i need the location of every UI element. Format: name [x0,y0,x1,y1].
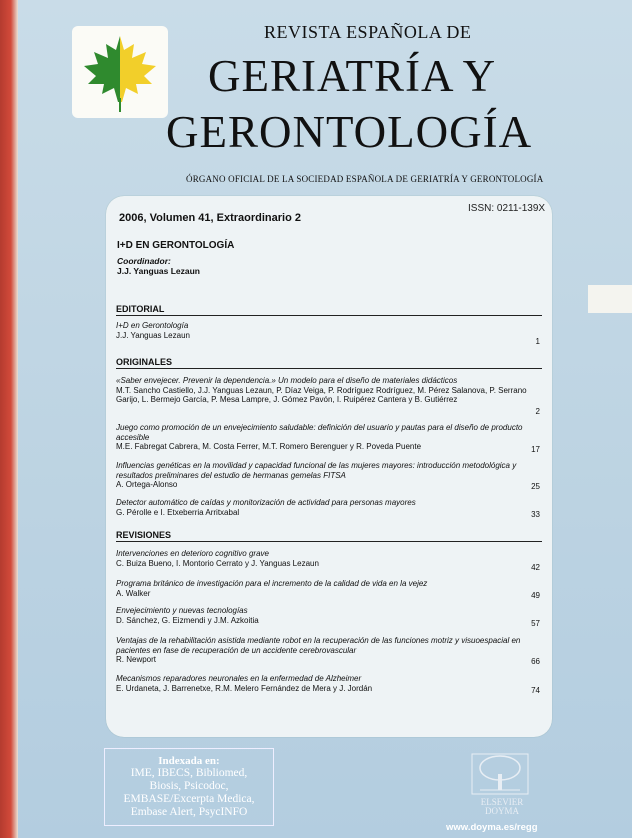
article-title: I+D en Gerontología [116,321,189,330]
article-entry[interactable] [116,376,536,405]
page-number: 33 [531,510,540,519]
article-entry[interactable] [116,674,536,693]
article-entry[interactable] [116,423,536,452]
article-authors: R. Newport [116,655,157,665]
issue-topic: I+D EN GERONTOLOGÍA [117,240,235,251]
article-authors: C. Buiza Bueno, I. Montorio Cerrato y J. Yanguas Lezaun [116,558,319,568]
indexing-line: Biosis, Psicodoc, [149,780,229,792]
article-authors: M.E. Fabregat Cabrera, M. Costa Ferrer, M.T. Romero Berenguer y R. Poveda Puente [116,442,422,452]
journal-title-line1: GERIATRÍA Y [208,51,497,101]
article-title: Envejecimiento y nuevas tecnologías [116,606,248,615]
article-authors: E. Urdaneta, J. Barrenetxe, R.M. Melero Fernández de Mera y J. Jordán [116,683,373,693]
journal-spine [0,0,18,838]
page-number: 74 [531,686,540,695]
article-title: Detector automático de caídas y monitorización de actividad para personas mayores [116,498,416,507]
article-title: Mecanismos reparadores neuronales en la enfermedad de Alzheimer [116,674,362,683]
article-authors: A. Walker [116,588,151,598]
volume-info: 2006, Volumen 41, Extraordinario 2 [119,212,301,224]
indexing-line: EMBASE/Excerpta Medica, [123,793,255,805]
indexing-line: Embase Alert, PsycINFO [130,806,248,818]
article-authors: A. Ortega-Alonso [116,480,178,490]
page-number: 25 [531,482,540,491]
journal-subtitle: REVISTA ESPAÑOLA DE [264,22,472,42]
article-entry[interactable] [116,636,536,665]
section-heading-originales: ORIGINALES [116,357,542,369]
page-number: 66 [531,657,540,666]
article-title: «Saber envejecer. Prevenir la dependencia.» Un modelo para el diseño de materiales didácticos [116,376,458,385]
page-number: 57 [531,619,540,628]
article-authors: J.J. Yanguas Lezaun [116,330,190,340]
publisher-url[interactable]: www.doyma.es/regg [446,822,538,833]
article-entry[interactable] [116,321,536,340]
coordinator-name: J.J. Yanguas Lezaun [117,266,200,276]
journal-title-line2: GERONTOLOGÍA [166,107,533,157]
page-number: 1 [535,337,540,346]
article-entry[interactable] [116,579,536,598]
article-title: Influencias genéticas en la movilidad y capacidad funcional de las mujeres mayores: introducción metodológica y resultados preliminares del estudio de hermanas gemelas FITSA [116,461,517,480]
article-authors: D. Sánchez, G. Eizmendi y J.M. Azkoitia [116,615,259,625]
section-heading-revisiones: REVISIONES [116,530,542,542]
maple-leaf-icon [76,32,164,114]
coordinator-label: Coordinador: [117,256,171,266]
elsevier-tree-icon [470,752,530,796]
page-number: 42 [531,563,540,572]
indexing-box [104,748,274,826]
paper-tab [588,285,632,313]
section-heading-editorial: EDITORIAL [116,304,542,316]
article-title: Programa británico de investigación para el incremento de la calidad de vida en la vejez [116,579,428,588]
organo-oficial: ÓRGANO OFICIAL DE LA SOCIEDAD ESPAÑOLA DE GERIATRÍA Y GERONTOLOGÍA [186,174,544,184]
indexing-line: IME, IBECS, Bibliomed, [130,767,248,779]
article-entry[interactable] [116,461,536,490]
article-authors: G. Pérolle e I. Etxeberria Arritxabal [116,507,240,517]
page-number: 2 [535,407,540,416]
article-authors: M.T. Sancho Castiello, J.J. Yanguas Lezaun, P. Díaz Veiga, P. Rodríguez Rodríguez, M. Pérez Salanova, P. Serrano Garijo, L. Bermejo García, P. Mesa Lampre, J. Gómez Pavón, I. Ruipérez Cantera y B. Gutiérrez [116,385,527,405]
article-entry[interactable] [116,549,536,568]
article-title: Ventajas de la rehabilitación asistida mediante robot en la recuperación de las funciones motriz y visuoespacial en pacientes en fase de recuperación de un accidente cerebrovascular [116,636,521,655]
issn: ISSN: 0211-139X [468,203,546,214]
page-number: 17 [531,445,540,454]
publisher-name: ELSEVIER DOYMA [480,797,524,816]
indexing-heading: Indexada en: [158,755,220,767]
article-entry[interactable] [116,498,536,517]
article-entry[interactable] [116,606,536,625]
page-number: 49 [531,591,540,600]
article-title: Juego como promoción de un envejecimiento saludable: definición del usuario y pautas para el diseño de producto accesible [116,423,523,442]
article-title: Intervenciones en deterioro cognitivo grave [116,549,269,558]
